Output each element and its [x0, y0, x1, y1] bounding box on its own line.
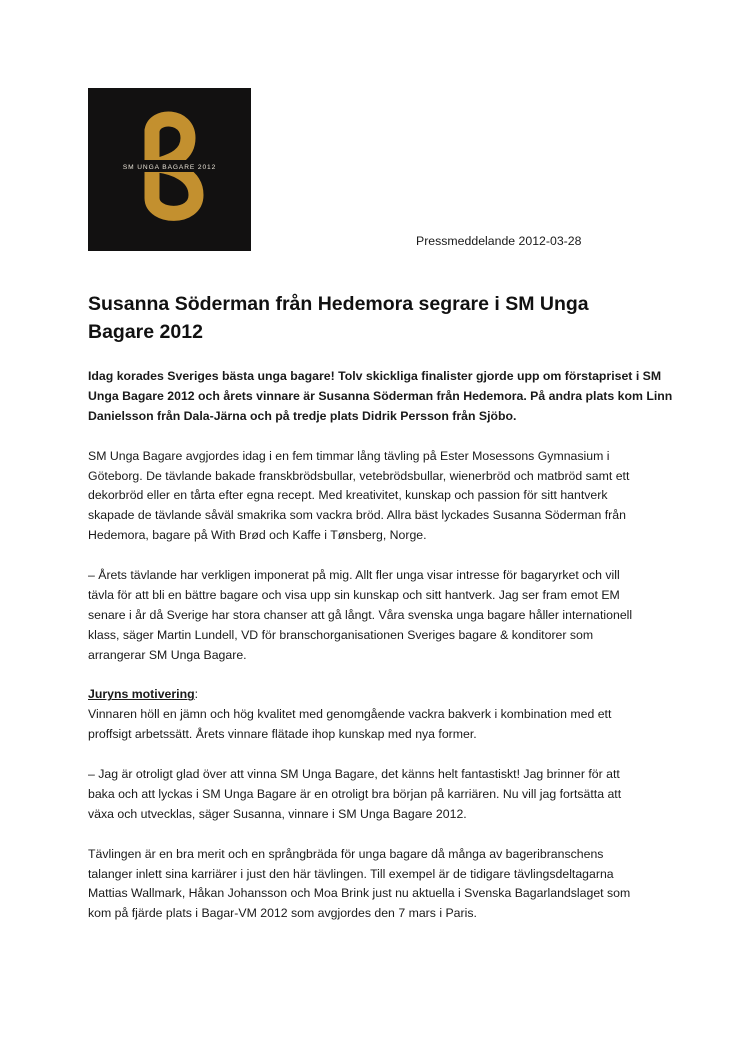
body-paragraph — [88, 447, 663, 547]
text-line: arrangerar SM Unga Bagare. — [88, 647, 247, 662]
text-line: Hedemora, bagare på With Brød och Kaffe i Tønsberg, Norge. — [88, 528, 427, 543]
text-line: – Årets tävlande har verkligen imponerat på mig. Allt fler unga visar intresse för bagaryrket och vill — [88, 568, 620, 583]
title-line: Bagare 2012 — [88, 321, 203, 343]
body-paragraph — [88, 845, 663, 925]
text-line: Danielsson från Dala-Järna och på tredje plats Didrik Persson från Sjöbo. — [88, 408, 517, 423]
page-title — [88, 290, 648, 346]
lead-paragraph — [88, 367, 673, 427]
jury-heading: Juryns motivering — [88, 687, 195, 702]
text-line: Tävlingen är en bra merit och en språngbräda för unga bagare då många av bageribranschens — [88, 846, 604, 861]
jury-heading-colon: : — [194, 687, 199, 702]
text-line: skapade de tävlande såväl smakrika som vackra bröd. Allra bäst lyckades Susanna Söderman från — [88, 508, 626, 523]
text-line: senare i år då Sverige har stora chanser att gå långt. Våra svenska unga bagare håller internationell — [88, 607, 633, 622]
text-line: Vinnaren höll en jämn och hög kvalitet med genomgående vackra bakverk i kombination med ett — [88, 707, 612, 722]
text-line: kom på fjärde plats i Bagar-VM 2012 som avgjordes den 7 mars i Paris. — [88, 906, 477, 921]
jury-heading-line — [88, 685, 663, 705]
text-line: proffsigt arbetssätt. Årets vinnare flätade ihop kunskap med nya former. — [88, 727, 477, 742]
logo-text: SM UNGA BAGARE 2012 — [122, 164, 217, 171]
quote-paragraph — [88, 566, 663, 666]
text-line: baka och att lyckas i SM Unga Bagare är en otroligt bra början på karriären. Nu vill jag fortsätta att — [88, 786, 622, 801]
text-line: växa och utvecklas, säger Susanna, vinnare i SM Unga Bagare 2012. — [88, 806, 467, 821]
text-line: klass, säger Martin Lundell, VD för branschorganisationen Sveriges bagare & konditorer som — [88, 627, 594, 642]
text-line: – Jag är otroligt glad över att vinna SM Unga Bagare, det känns helt fantastiskt! Jag brinner för att — [88, 767, 620, 782]
text-line: Göteborg. De tävlande bakade franskbrödsbullar, vetebrödsbullar, wienerbröd och matbröd samt ett — [88, 468, 630, 483]
article-body — [88, 367, 673, 944]
text-line: dekorbröd eller en tårta efter egna recept. Med kreativitet, kunskap och passion för sitt hantverk — [88, 488, 608, 503]
pretzel-b-icon — [88, 88, 251, 251]
sm-unga-bagare-logo — [88, 88, 251, 251]
text-line: SM Unga Bagare avgjordes idag i en fem timmar lång tävling på Ester Mosessons Gymnasium i — [88, 448, 610, 463]
quote-paragraph — [88, 765, 663, 825]
text-line: Unga Bagare 2012 och årets vinnare är Susanna Söderman från Hedemora. På andra plats kom Linn — [88, 388, 673, 403]
text-line: Mattias Wallmark, Håkan Johansson och Moa Brink just nu aktuella i Svenska Bagarlandslaget som — [88, 886, 631, 901]
text-line: Idag korades Sveriges bästa unga bagare! Tolv skickliga finalister gjorde upp om förstapriset i SM — [88, 369, 662, 383]
text-line: talanger inlett sina karriärer i just den här tävlingen. Till exempel är de tidigare tävlingsdeltagarna — [88, 866, 614, 881]
jury-paragraph — [88, 685, 663, 745]
title-line: Susanna Söderman från Hedemora segrare i SM Unga — [88, 293, 589, 315]
press-release-date: Pressmeddelande 2012-03-28 — [416, 234, 582, 248]
text-line: tävla för att bli en bättre bagare och visa upp sin kunskap och sitt hantverk. Jag ser fram emot EM — [88, 587, 620, 602]
